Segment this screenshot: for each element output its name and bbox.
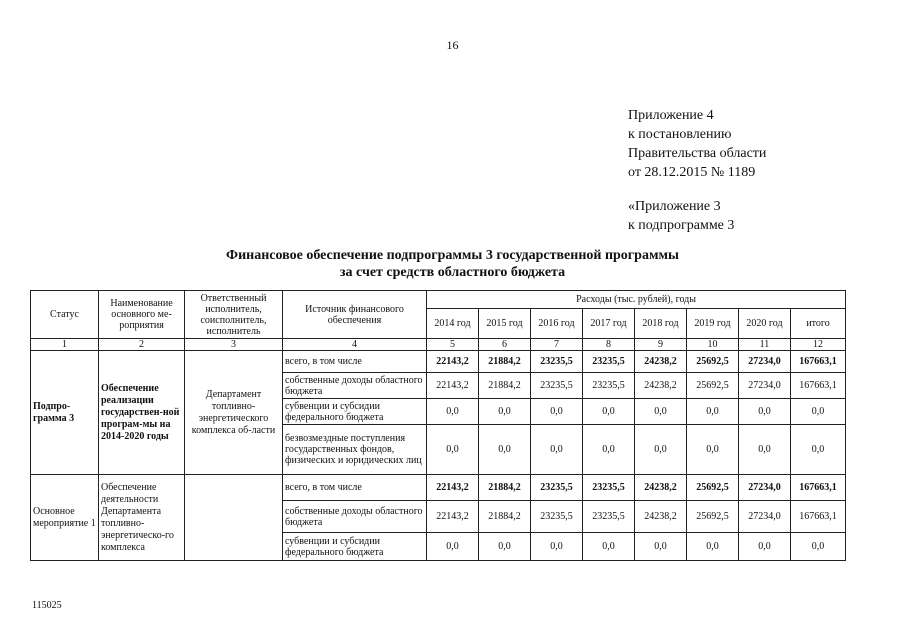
value-cell: 167663,1 <box>791 475 846 501</box>
program-name-cell: Обеспечение реализации государствен-ной програм-мы на 2014-2020 годы <box>99 351 185 475</box>
value-cell: 21884,2 <box>479 373 531 399</box>
value-cell: 23235,5 <box>531 351 583 373</box>
appendix-block <box>628 106 766 235</box>
value-cell: 0,0 <box>687 425 739 475</box>
value-cell: 24238,2 <box>635 501 687 533</box>
title-line: Финансовое обеспечение подпрограммы 3 государственной программы <box>226 248 679 263</box>
appendix-line: Приложение 4 <box>628 108 714 123</box>
value-cell: 23235,5 <box>583 475 635 501</box>
value-cell: 23235,5 <box>583 373 635 399</box>
value-cell: 0,0 <box>479 425 531 475</box>
value-cell: 0,0 <box>583 425 635 475</box>
value-cell: 22143,2 <box>427 351 479 373</box>
value-cell: 27234,0 <box>739 351 791 373</box>
value-cell: 0,0 <box>739 399 791 425</box>
value-cell: 0,0 <box>583 399 635 425</box>
value-cell: 23235,5 <box>583 351 635 373</box>
value-cell: 24238,2 <box>635 475 687 501</box>
header-status: Статус <box>31 291 99 339</box>
value-cell: 0,0 <box>531 399 583 425</box>
value-cell: 21884,2 <box>479 501 531 533</box>
value-cell: 27234,0 <box>739 475 791 501</box>
value-cell: 0,0 <box>479 533 531 561</box>
value-cell: 0,0 <box>427 425 479 475</box>
value-cell: 0,0 <box>739 425 791 475</box>
column-number: 11 <box>739 339 791 351</box>
column-number: 9 <box>635 339 687 351</box>
appendix-line: «Приложение 3 <box>628 199 721 214</box>
value-cell: 0,0 <box>739 533 791 561</box>
column-number: 2 <box>99 339 185 351</box>
value-cell: 0,0 <box>791 533 846 561</box>
header-year: 2018 год <box>635 309 687 339</box>
value-cell: 0,0 <box>635 425 687 475</box>
value-cell: 0,0 <box>791 425 846 475</box>
value-cell: 167663,1 <box>791 351 846 373</box>
source-cell: субвенции и субсидии федерального бюджета <box>283 533 427 561</box>
header-expenses: Расходы (тыс. рублей), годы <box>427 291 846 309</box>
source-cell: собственные доходы областного бюджета <box>283 373 427 399</box>
value-cell: 0,0 <box>687 533 739 561</box>
value-cell: 25692,5 <box>687 373 739 399</box>
appendix-line: к подпрограмме 3 <box>628 218 735 233</box>
value-cell: 23235,5 <box>531 475 583 501</box>
column-number: 5 <box>427 339 479 351</box>
status-cell: Основное мероприятие 1 <box>31 475 99 561</box>
value-cell: 23235,5 <box>583 501 635 533</box>
value-cell: 0,0 <box>635 533 687 561</box>
source-cell: всего, в том числе <box>283 475 427 501</box>
header-responsible: Ответственный исполнитель, соисполнитель, исполнитель <box>185 291 283 339</box>
header-year: 2017 год <box>583 309 635 339</box>
value-cell: 23235,5 <box>531 373 583 399</box>
value-cell: 25692,5 <box>687 475 739 501</box>
header-source: Источник финансового обеспечения <box>283 291 427 339</box>
footer-code: 115025 <box>32 600 62 611</box>
column-number: 10 <box>687 339 739 351</box>
value-cell: 22143,2 <box>427 501 479 533</box>
value-cell: 0,0 <box>427 533 479 561</box>
header-name: Наименование основного ме-роприятия <box>99 291 185 339</box>
value-cell: 0,0 <box>635 399 687 425</box>
responsible-cell: Департамент топливно-энергетического комплекса об-ласти <box>185 351 283 475</box>
value-cell: 27234,0 <box>739 373 791 399</box>
source-cell: субвенции и субсидии федерального бюджета <box>283 399 427 425</box>
header-year: 2020 год <box>739 309 791 339</box>
value-cell: 0,0 <box>479 399 531 425</box>
column-number: 8 <box>583 339 635 351</box>
header-year: 2016 год <box>531 309 583 339</box>
title-line: за счет средств областного бюджета <box>339 265 566 280</box>
value-cell: 25692,5 <box>687 501 739 533</box>
source-cell: безвозмездные поступления государственных фондов, физических и юридических лиц <box>283 425 427 475</box>
status-cell: Подпро-грамма 3 <box>31 351 99 475</box>
value-cell: 0,0 <box>531 425 583 475</box>
value-cell: 27234,0 <box>739 501 791 533</box>
source-cell: собственные доходы областного бюджета <box>283 501 427 533</box>
column-number: 3 <box>185 339 283 351</box>
column-number: 1 <box>31 339 99 351</box>
appendix-line: от 28.12.2015 № 1189 <box>628 165 756 180</box>
program-name-cell: Обеспечение деятельности Департамента топливно-энергетическо-го комплекса <box>99 475 185 561</box>
value-cell: 167663,1 <box>791 501 846 533</box>
appendix-line: Правительства области <box>628 146 767 161</box>
column-number: 12 <box>791 339 846 351</box>
value-cell: 0,0 <box>531 533 583 561</box>
value-cell: 24238,2 <box>635 373 687 399</box>
column-number: 4 <box>283 339 427 351</box>
source-cell: всего, в том числе <box>283 351 427 373</box>
appendix-line: к постановлению <box>628 127 732 142</box>
document-title <box>0 247 905 281</box>
header-year: 2014 год <box>427 309 479 339</box>
value-cell: 0,0 <box>583 533 635 561</box>
value-cell: 22143,2 <box>427 475 479 501</box>
value-cell: 25692,5 <box>687 351 739 373</box>
value-cell: 21884,2 <box>479 475 531 501</box>
header-total: итого <box>791 309 846 339</box>
column-number: 6 <box>479 339 531 351</box>
financing-table <box>30 290 846 561</box>
value-cell: 0,0 <box>427 399 479 425</box>
value-cell: 22143,2 <box>427 373 479 399</box>
value-cell: 167663,1 <box>791 373 846 399</box>
page-number: 16 <box>446 38 459 52</box>
value-cell: 21884,2 <box>479 351 531 373</box>
value-cell: 23235,5 <box>531 501 583 533</box>
column-number: 7 <box>531 339 583 351</box>
header-year: 2019 год <box>687 309 739 339</box>
value-cell: 0,0 <box>687 399 739 425</box>
responsible-cell <box>185 475 283 561</box>
value-cell: 0,0 <box>791 399 846 425</box>
value-cell: 24238,2 <box>635 351 687 373</box>
header-year: 2015 год <box>479 309 531 339</box>
